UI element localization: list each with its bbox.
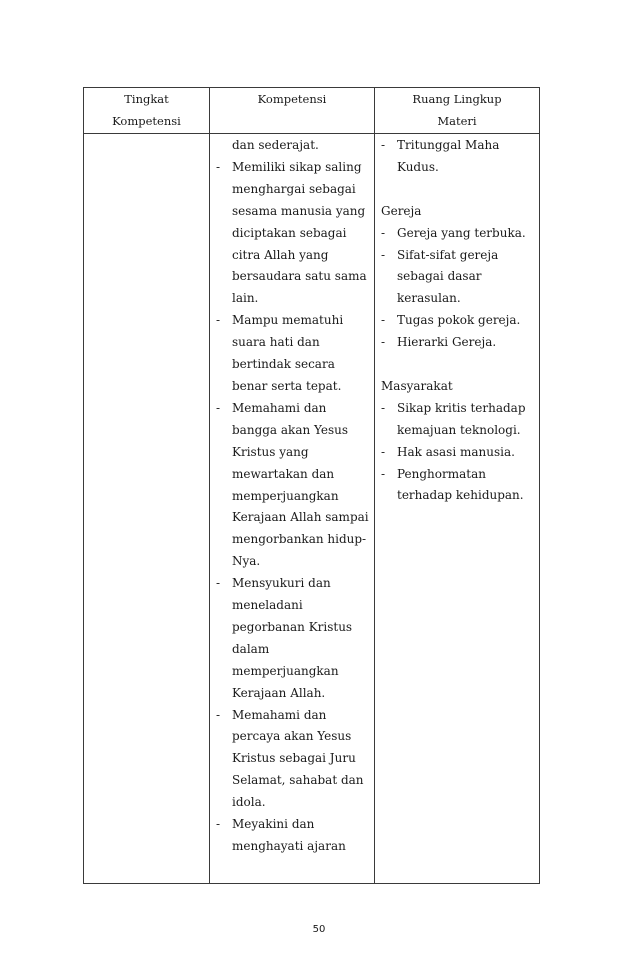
header-ruang-lingkup: [375, 88, 540, 134]
kompetensi-cell: [210, 134, 375, 884]
header-ruang-line2: Materi: [437, 114, 477, 128]
masyarakat-list: [381, 398, 537, 508]
header-tingkat-line2: Kompetensi: [112, 114, 181, 128]
header-tingkat-line1: Tingkat: [124, 92, 169, 106]
list-item: - Memiliki sikap saling menghargai sebagai sesama manusia yang diciptakan sebagai citra Allah yang bersaudara satu sama lain.: [216, 157, 372, 310]
list-item: - Hierarki Gereja.: [381, 332, 537, 354]
list-item: - Penghormatan terhadap kehidupan.: [381, 464, 537, 508]
ruang-lingkup-cell: [375, 134, 540, 884]
header-tingkat-kompetensi: [84, 88, 210, 134]
list-item: - Tugas pokok gereja.: [381, 310, 537, 332]
list-item: - Hak asasi manusia.: [381, 442, 537, 464]
list-item: - Meyakini dan menghayati ajaran: [216, 814, 372, 858]
list-item: - Memahami dan percaya akan Yesus Kristus sebagai Juru Selamat, sahabat dan idola.: [216, 705, 372, 815]
list-item: - Mensyukuri dan meneladani pegorbanan Kristus dalam memperjuangkan Kerajaan Allah.: [216, 573, 372, 704]
list-item: - Sifat-sifat gereja sebagai dasar kerasulan.: [381, 245, 537, 311]
tingkat-kompetensi-cell: [84, 134, 210, 884]
list-item: - Mampu mematuhi suara hati dan bertindak secara benar serta tepat.: [216, 310, 372, 398]
table-row: [84, 134, 540, 884]
list-item: - Tritunggal Maha Kudus.: [381, 135, 537, 179]
table-header-row: [84, 88, 540, 134]
competency-continuation: dan sederajat.: [232, 138, 319, 152]
competency-table: [83, 87, 540, 884]
list-item: - Gereja yang terbuka.: [381, 223, 537, 245]
header-kompetensi: Kompetensi: [210, 88, 375, 134]
header-ruang-line1: Ruang Lingkup: [412, 92, 502, 106]
competency-list: [216, 157, 372, 858]
page-number: 50: [312, 924, 326, 935]
list-item: - Sikap kritis terhadap kemajuan teknologi.: [381, 398, 537, 442]
section-title-masyarakat: Masyarakat: [381, 378, 453, 393]
section-title-gereja: Gereja: [381, 203, 422, 218]
scope-continuation-list: [381, 135, 537, 179]
list-item: - Memahami dan bangga akan Yesus Kristus yang mewartakan dan memperjuangkan Kerajaan Allah sampai mengorbankan hidup-Nya.: [216, 398, 372, 573]
gereja-list: [381, 223, 537, 354]
